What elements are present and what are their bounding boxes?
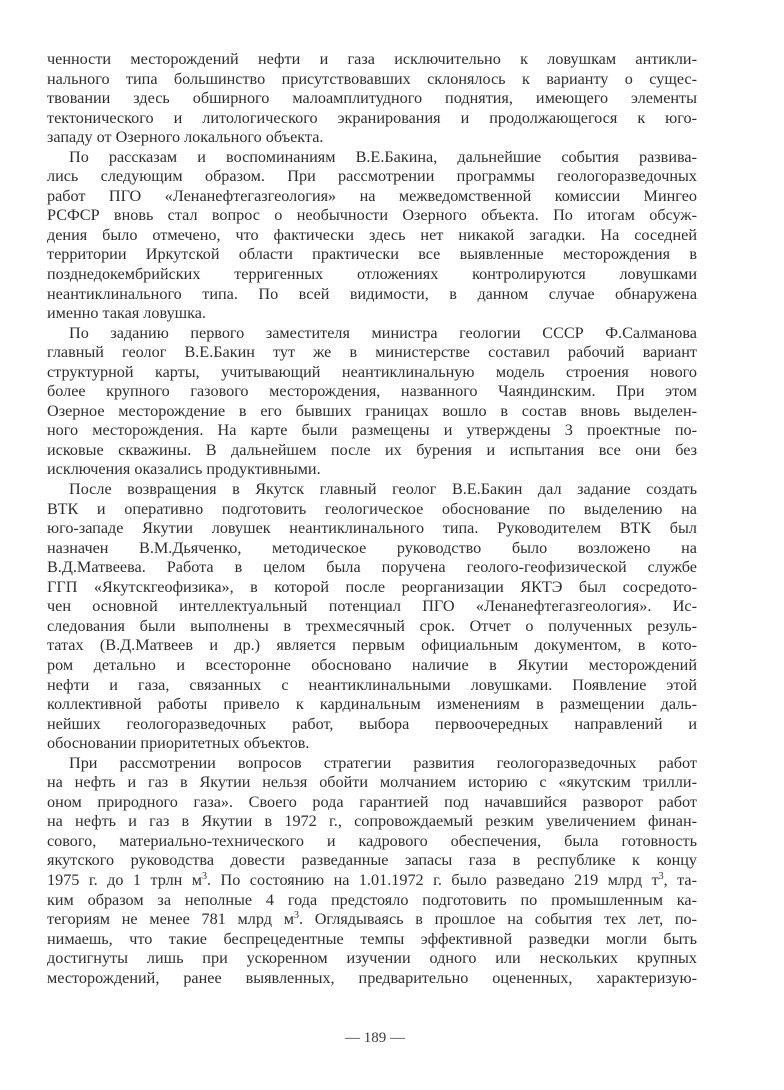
text-line: позднедокембрийских терригенных отложениях контролируются ловушками <box>47 265 697 284</box>
text-line: нального типа большинство присутствовавших склонялось к варианту о сущес- <box>47 69 697 88</box>
text-line: оном природного газа». Своего рода гарантией под начавшийся разворот работ <box>47 792 697 811</box>
text-line: ВТК и оперативно подготовить геологическое обоснование по выделению на <box>47 499 697 518</box>
text-line: нимаешь, что такие беспрецедентные темпы эффективной разведки могли быть <box>47 929 697 948</box>
text-line: работ ПГО «Ленанефтегазгеология» на межведомственной комиссии Мингео <box>47 186 697 205</box>
paragraph <box>47 148 697 324</box>
text-line: ного месторождения. На карте были размещены и утверждены 3 проектные по- <box>47 421 697 440</box>
text-line: именно такая ловушка. <box>47 304 206 323</box>
page-body <box>47 50 697 988</box>
superscript: 3 <box>202 870 208 882</box>
text-line: достигнуты лишь при ускоренном изучении одного или нескольких крупных <box>47 949 697 968</box>
text-line: татах (В.Д.Матвеев и др.) является первым официальным документом, в кото- <box>47 636 697 655</box>
text-line: якутского руководства довести разведанные запасы газа в республике к концу <box>47 851 697 870</box>
text-line: тектонического и литологического экранирования и продолжающегося к юго- <box>47 108 697 127</box>
text-line: следования были выполнены в трехмесячный срок. Отчет о полученных резуль- <box>47 616 697 635</box>
text-line: на нефть и газ в Якутии в 1972 г., сопровождаемый резким увеличением финан- <box>47 812 697 831</box>
text-line: неантиклинального типа. По всей видимости, в данном случае обнаружена <box>47 284 697 303</box>
text-line: коллективной работы привело к кардинальным изменениям в размещении даль- <box>47 695 697 714</box>
text-line: По заданию первого заместителя министра геологии СССР Ф.Салманова <box>69 323 697 342</box>
text-line: более крупного газового месторождения, названного Чаяндинским. При этом <box>47 382 697 401</box>
text-line: территории Иркутской области практически все выявленные месторождения в <box>47 245 697 264</box>
text-line: месторождений, ранее выявленных, предварительно оцененных, характеризую- <box>47 968 697 987</box>
text-line: чен основной интеллектуальный потенциал ПГО «Ленанефтегазгеология». Ис- <box>47 597 697 616</box>
text-line: юго-западе Якутии ловушек неантиклинального типа. Руководителем ВТК был <box>47 519 697 538</box>
text-line: В.Д.Матвеева. Работа в целом была поручена геолого-геофизической службе <box>47 558 697 577</box>
text-line: твовании здесь обширного малоамплитудного поднятия, имеющего элементы <box>47 89 697 108</box>
text-line: РСФСР вновь стал вопрос о необычности Озерного объекта. По итогам обсуж- <box>47 206 697 225</box>
superscript: 3 <box>293 910 299 922</box>
text-line: По рассказам и воспоминаниям В.Е.Бакина, дальнейшие события развива- <box>69 147 697 166</box>
text-line: ром детально и всесторонне обосновано наличие в Якутии месторождений <box>47 655 697 674</box>
text-line: на нефть и газ в Якутии нельзя обойти молчанием историю с «якутским трилли- <box>47 773 697 792</box>
text-line: нефти и газа, связанных с неантиклинальными ловушками. Появление этой <box>47 675 697 694</box>
text-line: тегориям не менее 781 млрд $м^3$. Оглядываясь в прошлое на события тех лет, по- <box>47 910 698 929</box>
text-line: сового, материально-технического и кадрового обеспечения, была готовность <box>47 831 697 850</box>
text-line: исковые скважины. В дальнейшем после их бурения и испытания все они без <box>47 440 697 459</box>
paragraph <box>47 324 697 480</box>
text-line: обосновании приоритетных объектов. <box>47 734 310 753</box>
text-line: лись следующим образом. При рассмотрении программы геологоразведочных <box>47 167 697 186</box>
text-line: главный геолог В.Е.Бакин тут же в министерстве составил рабочий вариант <box>47 343 697 362</box>
text-line: западу от Озерного локального объекта. <box>47 128 324 147</box>
text-line: структурной карты, учитывающий неантиклинальную модель строения нового <box>47 362 697 381</box>
paragraph <box>47 50 697 148</box>
paragraph <box>47 754 697 989</box>
text-line: После возвращения в Якутск главный геолог В.Е.Бакин дал задание создать <box>69 480 697 499</box>
text-line: нейших геологоразведочных работ, выбора первоочередных направлений и <box>47 714 697 733</box>
text-line: ГГП «Якутскгеофизика», в которой после реорганизации ЯКТЭ был сосредото- <box>47 577 697 596</box>
paragraph <box>47 480 697 754</box>
text-line: исключения оказались продуктивными. <box>47 460 321 479</box>
text-line: дения было отмечено, что фактически здесь нет никакой загадки. На соседней <box>47 225 697 244</box>
text-line: 1975 г. до 1 трлн $м^3$. По состоянию на 1.01.1972 г. было разведано 219 млрд $т^3$, та- <box>47 870 697 889</box>
superscript: 3 <box>658 870 664 882</box>
text-line: Озерное месторождение в его бывших границах вошло в состав вновь выделен- <box>47 401 697 420</box>
text-line: ченности месторождений нефти и газа исключительно к ловушкам антикли- <box>47 50 697 68</box>
page-number: — 189 — <box>345 1030 405 1046</box>
text-line: При рассмотрении вопросов стратегии развития геологоразведочных работ <box>69 753 697 772</box>
text-line: назначен В.М.Дьяченко, методическое руководство было возложено на <box>47 538 697 557</box>
text-line: ким образом за неполные 4 года предстояло подготовить по промышленным ка- <box>47 890 697 909</box>
